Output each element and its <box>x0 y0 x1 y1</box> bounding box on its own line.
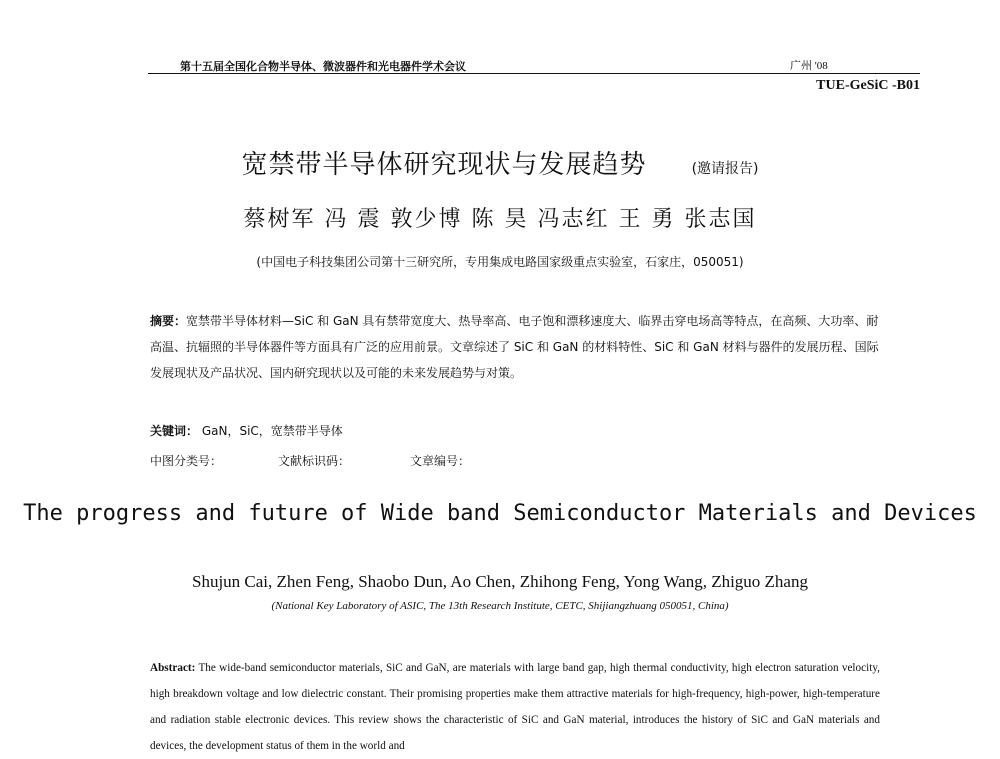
chinese-abstract-text: 宽禁带半导体材料—SiC 和 GaN 具有禁带宽度大、热导率高、电子饱和漂移速度大、临界击穿电场高等特点，在高频、大功率、耐高温、抗辐照的半导体器件等方面具有广泛的应用前景。文章综述了 SiC 和 GaN 的材料特性、SiC 和 GaN 材料与器件的发展历程、国际发展现状及产品状况、国内研究现状以及可能的未来发展趋势与对策。 <box>150 314 879 380</box>
chinese-abstract <box>150 308 880 386</box>
invited-report-note: (邀请报告) <box>691 161 759 177</box>
english-abstract-label: Abstract: <box>150 662 196 674</box>
keywords-text: GaN，SiC，宽禁带半导体 <box>201 424 343 438</box>
paper-code: TUE-GeSiC -B01 <box>816 78 920 93</box>
english-affiliation: (National Key Laboratory of ASIC, The 13th Research Institute, CETC, Shijiangzhuang 050051, China) <box>271 600 729 612</box>
chinese-authors: 蔡树军 冯 震 敦少博 陈 昊 冯志红 王 勇 张志国 <box>243 207 757 232</box>
chinese-title: 宽禁带半导体研究现状与发展趋势 <box>241 150 647 180</box>
chinese-title-block <box>0 144 1000 181</box>
header-divider <box>148 73 920 74</box>
english-authors: Shujun Cai, Zhen Feng, Shaobo Dun, Ao Chen, Zhihong Feng, Yong Wang, Zhiguo Zhang <box>192 572 808 591</box>
classification-row <box>150 452 470 469</box>
document-code-label: 文献标识码： <box>278 454 351 468</box>
english-abstract-text: The wide-band semiconductor materials, SiC and GaN, are materials with large band gap, high thermal conductivity, high electron saturation velocity, high breakdown voltage and low dielectric constant. Their promising properties make them attractive materials for high-frequency, high-power, high-temperature and radiation stable electronic devices. This review shows the characteristic of SiC and GaN material, introduces the history of SiC and GaN materials and devices, the development status of them in the world and <box>150 662 880 752</box>
english-title: The progress and future of Wide band Semiconductor Materials and Devices <box>23 501 977 526</box>
running-header-location: 广州 '08 <box>790 60 828 72</box>
chinese-abstract-label: 摘要： <box>150 314 187 328</box>
keywords-label: 关键词： <box>150 424 199 438</box>
classification-number-label: 中图分类号： <box>150 454 223 468</box>
running-header-conference: 第十五届全国化合物半导体、微波器件和光电器件学术会议 <box>180 60 466 73</box>
english-abstract <box>150 655 880 759</box>
article-number-label: 文章编号： <box>410 454 471 468</box>
chinese-affiliation: (中国电子科技集团公司第十三研究所，专用集成电路国家级重点实验室，石家庄，050051) <box>256 255 744 269</box>
chinese-keywords <box>150 422 343 439</box>
